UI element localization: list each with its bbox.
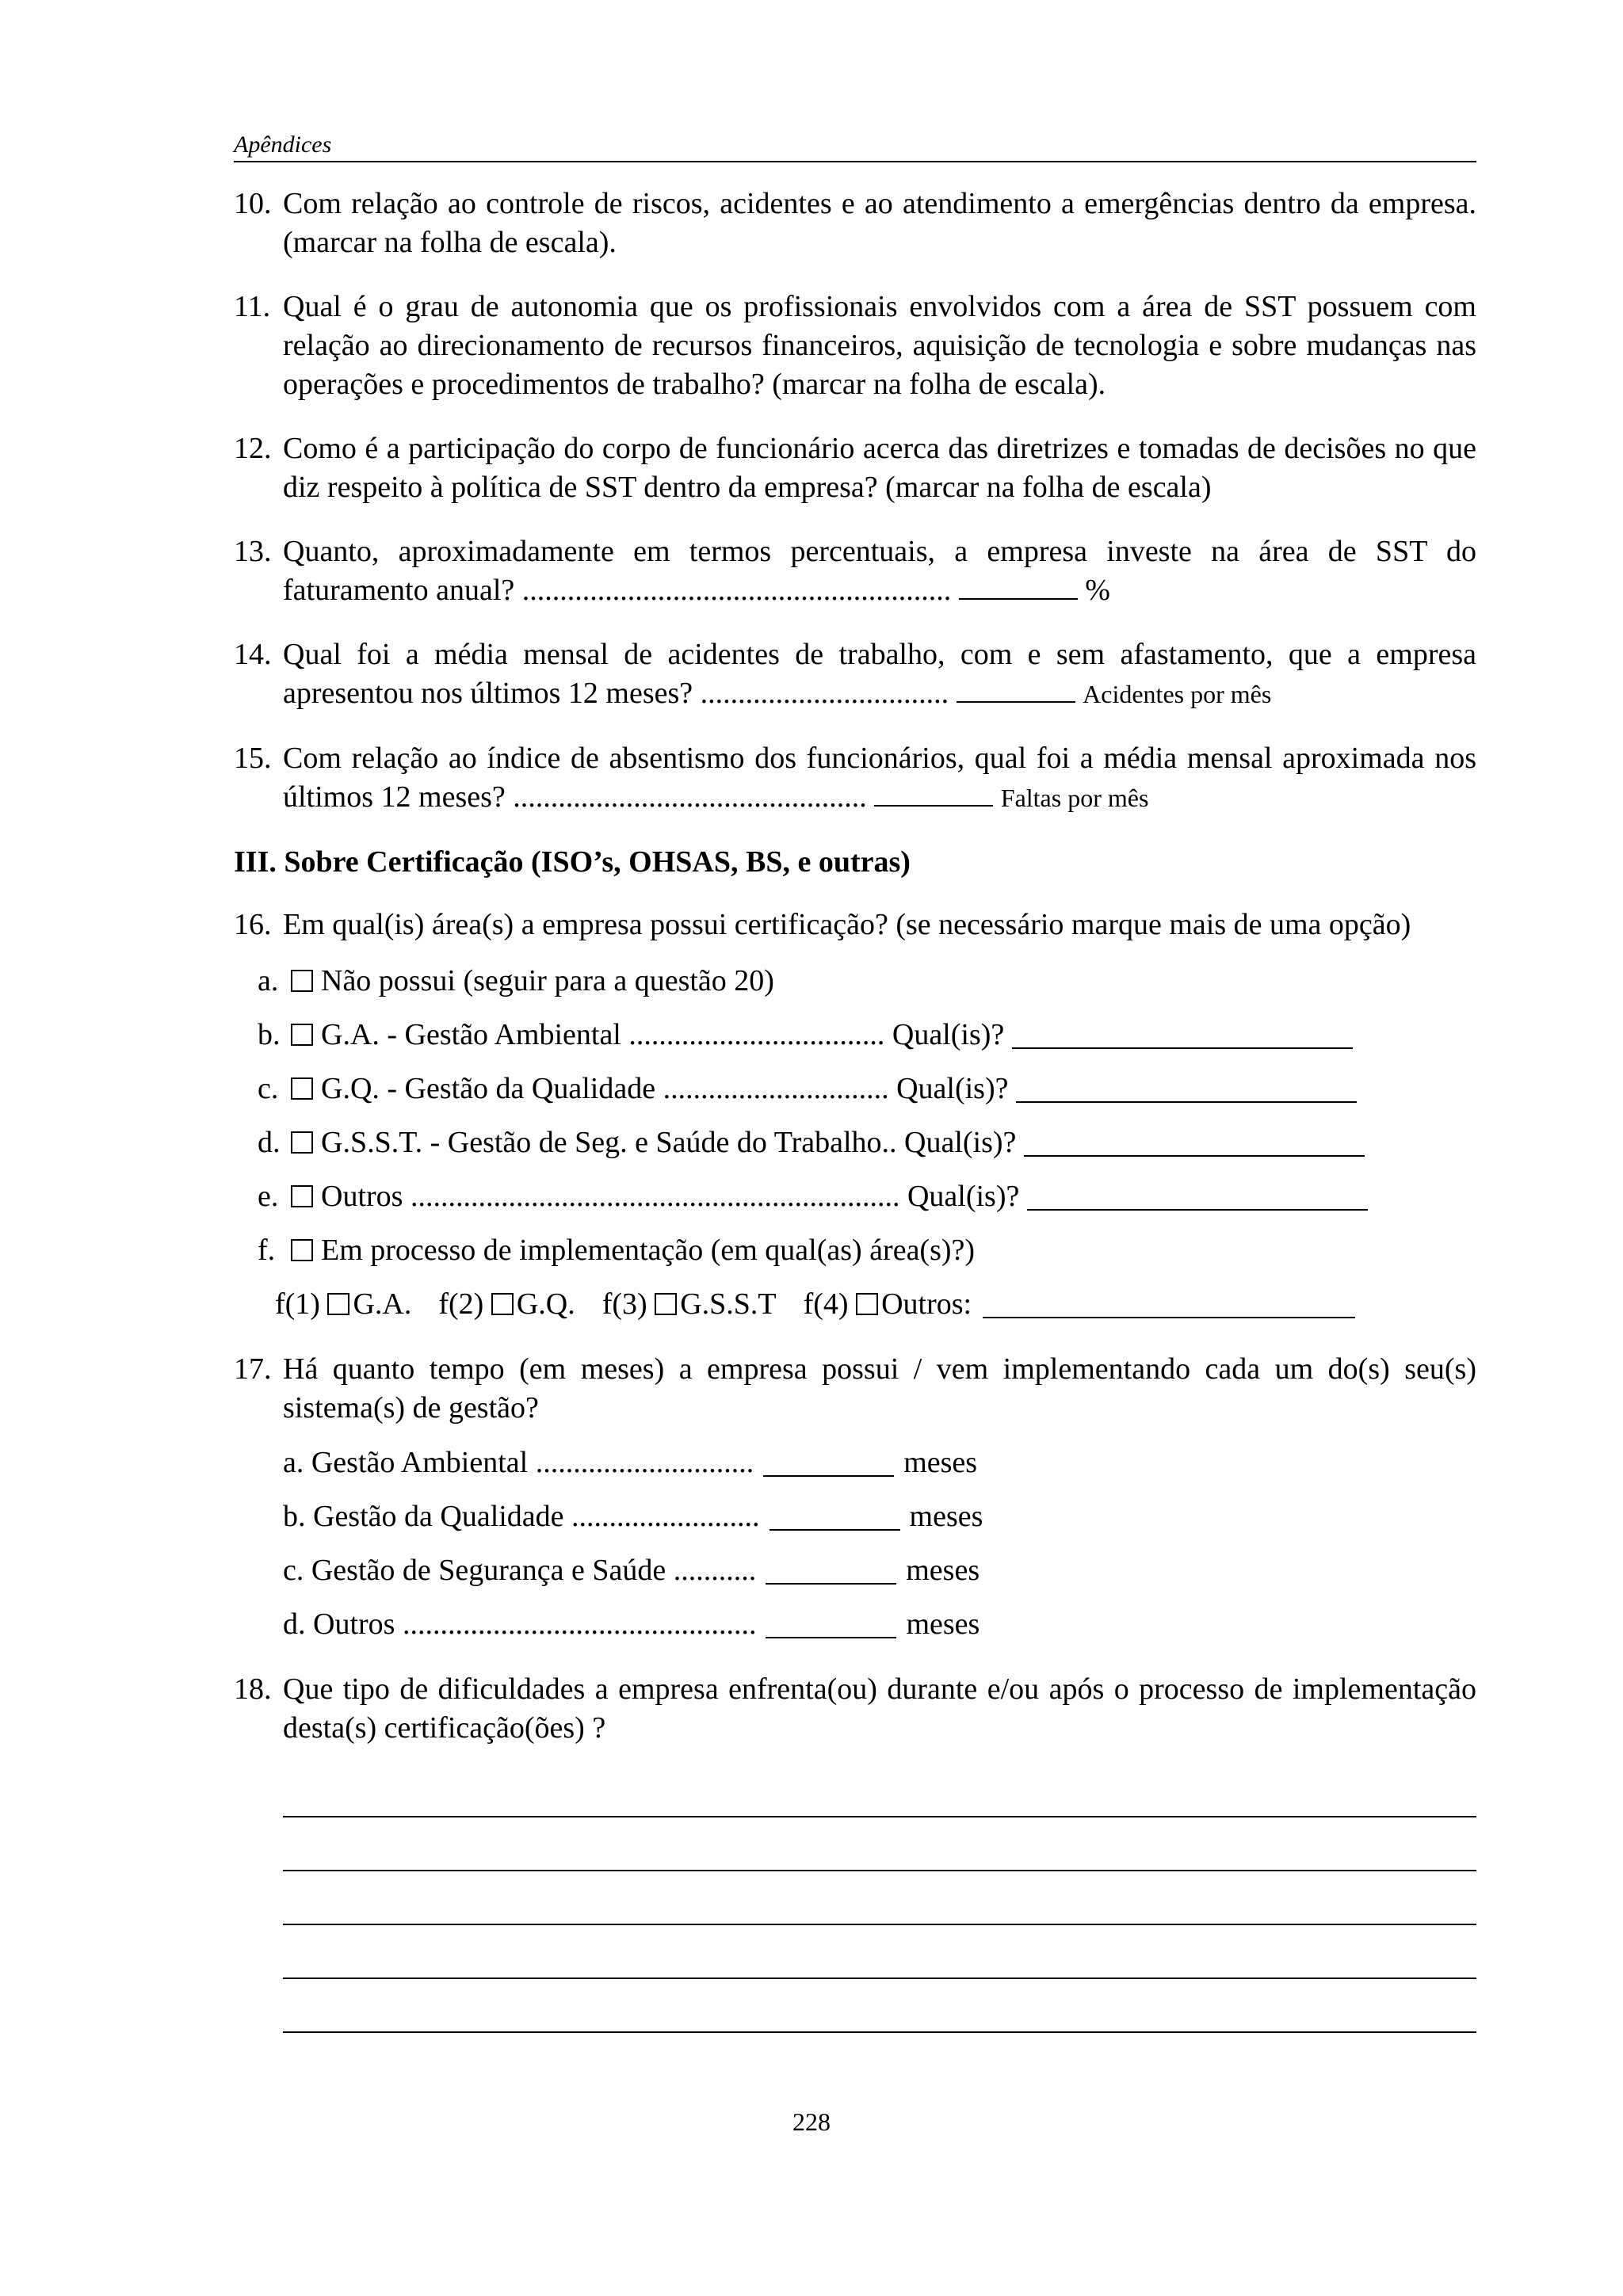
answer-blank[interactable] (959, 571, 1078, 600)
subitem-label: Outros: (881, 1287, 972, 1321)
answer-blank[interactable] (1012, 1020, 1353, 1049)
document-page (234, 131, 1476, 2033)
checkbox[interactable] (291, 1131, 313, 1154)
leader-dots: ........... (673, 1553, 757, 1587)
answer-blank[interactable] (766, 1610, 896, 1638)
implementation-subitems (234, 1277, 1476, 1331)
question-number: 10. (234, 187, 272, 220)
unit-label: Faltas por mês (1000, 784, 1149, 812)
leader-dots: .............................. (663, 1071, 889, 1105)
question-13 (234, 532, 1476, 610)
question-text: Qual é o grau de autonomia que os profissionais envolvidos com a área de SST possuem com relação ao direcionamento de recursos financeiros, aquisição de tecnologia e sobre mudanças nas operações e procedimentos de trabalho? (marcar na folha de escala). (283, 290, 1476, 401)
option-letter: f. (258, 1233, 276, 1267)
leader-dots: ............................................... (513, 780, 867, 814)
answer-line[interactable] (283, 1925, 1476, 1979)
leader-dots: ................................................................. (410, 1179, 900, 1213)
unit-label: % (1085, 574, 1110, 607)
checkbox[interactable] (327, 1293, 349, 1315)
running-head: Apêndices (234, 131, 1476, 162)
subitem-prefix: f(4) (803, 1287, 849, 1321)
question-17 (234, 1350, 1476, 1428)
question-text: Qual foi a média mensal de acidentes de trabalho, com e sem afastamento, que a empresa apresentou nos últimos 12 meses? (283, 638, 1476, 710)
question-number: 18. (234, 1672, 272, 1706)
option-letter: b. (258, 1017, 281, 1051)
question-text: Como é a participação do corpo de funcionário acerca das diretrizes e tomadas de decisões no que diz respeito à política de SST dentro da empresa? (marcar na folha de escala) (283, 432, 1476, 504)
checkbox[interactable] (491, 1293, 514, 1315)
answer-blank[interactable] (983, 1290, 1355, 1318)
unit-label: meses (909, 1499, 983, 1533)
answer-lines (283, 1764, 1476, 2033)
question-number: 14. (234, 638, 272, 671)
answer-blank[interactable] (1027, 1182, 1368, 1211)
item-label: a. Gestão Ambiental (283, 1445, 529, 1479)
option-d (234, 1116, 1476, 1169)
answer-line[interactable] (283, 1871, 1476, 1925)
item-label: c. Gestão de Segurança e Saúde (283, 1553, 666, 1587)
question-text: Com relação ao índice de absentismo dos funcionários, qual foi a média mensal aproximada nos últimos 12 meses? (283, 742, 1476, 814)
page-number: 228 (792, 2107, 831, 2136)
answer-blank[interactable] (1016, 1074, 1357, 1103)
item-label: d. Outros (283, 1607, 395, 1641)
qual-label: Qual(is)? (892, 1017, 1005, 1051)
duration-item-d (283, 1597, 1476, 1651)
leader-dots: ................................. (700, 677, 949, 710)
subitem-label: G.A. (353, 1287, 412, 1321)
option-letter: d. (258, 1125, 281, 1159)
leader-dots: ......................... (571, 1499, 760, 1533)
question-text: Quanto, aproximadamente em termos percentuais, a empresa investe na área de SST do faturamento anual? (283, 535, 1476, 607)
question-14 (234, 635, 1476, 714)
option-label: Não possui (seguir para a questão 20) (321, 963, 774, 997)
question-10 (234, 185, 1476, 262)
option-label: G.A. - Gestão Ambiental (321, 1017, 621, 1051)
subitem-f1 (275, 1285, 411, 1324)
question-text: Em qual(is) área(s) a empresa possui certificação? (se necessário marque mais de uma opção) (283, 908, 1411, 941)
option-label: G.S.S.T. - Gestão de Seg. e Saúde do Trabalho.. (321, 1125, 897, 1159)
answer-blank[interactable] (766, 1556, 896, 1585)
unit-label: Acidentes por mês (1083, 680, 1272, 708)
subitem-label: G.S.S.T (680, 1287, 777, 1321)
question-number: 17. (234, 1352, 272, 1386)
management-system-durations (283, 1436, 1476, 1651)
checkbox[interactable] (856, 1293, 878, 1315)
unit-label: meses (906, 1607, 980, 1641)
option-a (234, 954, 1476, 1008)
duration-item-b (283, 1489, 1476, 1543)
answer-line[interactable] (283, 1979, 1476, 2033)
checkbox[interactable] (291, 1077, 313, 1100)
answer-line[interactable] (283, 1817, 1476, 1871)
question-number: 16. (234, 908, 272, 941)
question-number: 12. (234, 432, 272, 465)
question-11 (234, 288, 1476, 404)
subitem-prefix: f(3) (601, 1287, 647, 1321)
subitem-f4 (804, 1285, 1355, 1324)
subitem-label: G.Q. (516, 1287, 575, 1321)
question-number: 11. (234, 290, 271, 323)
unit-label: meses (906, 1553, 980, 1587)
option-c (234, 1062, 1476, 1116)
answer-blank[interactable] (957, 674, 1075, 703)
subitem-f3 (602, 1285, 777, 1324)
section-heading: III. Sobre Certificação (ISO’s, OHSAS, BS, e outras) (234, 845, 911, 879)
checkbox[interactable] (291, 1185, 313, 1207)
qual-label: Qual(is)? (904, 1125, 1017, 1159)
leader-dots: ............................................... (402, 1607, 757, 1641)
question-text: Há quanto tempo (em meses) a empresa possui / vem implementando cada um do(s) seu(s) sistema(s) de gestão? (283, 1352, 1476, 1425)
subitem-f2 (438, 1285, 575, 1324)
checkbox[interactable] (291, 1024, 313, 1046)
checkbox[interactable] (655, 1293, 677, 1315)
question-12 (234, 429, 1476, 507)
answer-blank[interactable] (1024, 1128, 1365, 1157)
option-b (234, 1008, 1476, 1062)
answer-line[interactable] (283, 1764, 1476, 1817)
option-label: G.Q. - Gestão da Qualidade (321, 1071, 656, 1105)
option-e (234, 1169, 1476, 1223)
question-text: Que tipo de dificuldades a empresa enfrenta(ou) durante e/ou após o processo de implementação desta(s) certificação(ões) ? (283, 1672, 1476, 1745)
question-16 (234, 906, 1476, 944)
answer-blank[interactable] (763, 1448, 894, 1477)
question-15 (234, 739, 1476, 818)
question-18 (234, 1670, 1476, 1748)
question-number: 13. (234, 535, 272, 568)
option-label: Outros (321, 1179, 403, 1213)
option-letter: e. (258, 1179, 279, 1213)
duration-item-c (283, 1543, 1476, 1597)
answer-blank[interactable] (769, 1502, 900, 1531)
leader-dots: ............................. (535, 1445, 754, 1479)
qual-label: Qual(is)? (896, 1071, 1009, 1105)
question-text: Com relação ao controle de riscos, acidentes e ao atendimento a emergências dentro da empresa. (marcar na folha de escala). (283, 187, 1476, 259)
option-letter: c. (258, 1071, 279, 1105)
leader-dots: ......................................................... (521, 574, 952, 607)
subitem-prefix: f(1) (275, 1287, 320, 1321)
checkbox[interactable] (291, 970, 313, 992)
answer-blank[interactable] (874, 778, 993, 807)
question-number: 15. (234, 742, 272, 775)
qual-label: Qual(is)? (907, 1179, 1020, 1213)
option-letter: a. (258, 963, 279, 997)
certification-options (234, 954, 1476, 1331)
option-f (234, 1223, 1476, 1277)
option-label: Em processo de implementação (em qual(as) área(s)?) (321, 1233, 976, 1267)
checkbox[interactable] (291, 1239, 313, 1261)
duration-item-a (283, 1436, 1476, 1489)
item-label: b. Gestão da Qualidade (283, 1499, 564, 1533)
unit-label: meses (903, 1445, 978, 1479)
subitem-prefix: f(2) (438, 1287, 484, 1321)
leader-dots: .................................. (628, 1017, 885, 1051)
